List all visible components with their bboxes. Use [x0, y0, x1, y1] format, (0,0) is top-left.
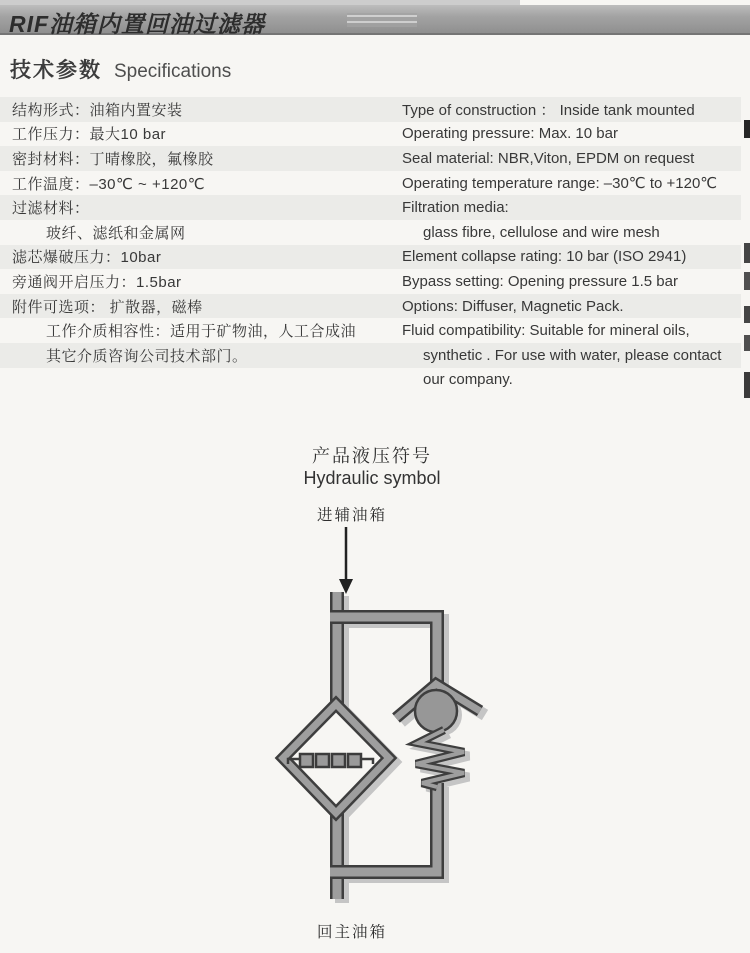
spec-zh: 结构形式：油箱内置安装 — [12, 101, 183, 119]
spec-en: Operating pressure: Max. 10 bar — [402, 125, 618, 143]
inlet-arrow-icon — [339, 527, 353, 594]
diagram-title-en: Hydraulic symbol — [303, 468, 441, 488]
spec-en: Type of construction ： Inside tank mounted — [402, 101, 695, 119]
spec-en: glass fibre, cellulose and wire mesh — [423, 223, 660, 241]
spec-en: Options: Diffuser, Magnetic Pack. — [402, 297, 624, 315]
spec-zh: 过滤材料： — [12, 200, 90, 218]
spec-en: Operating temperature range: –30℃ to +120℃ — [402, 175, 718, 193]
spec-en: Fluid compatibility: Suitable for mineral oils, — [402, 322, 690, 340]
spec-en: Seal material: NBR,Viton, EPDM on request — [402, 149, 695, 167]
spec-zh: 工作介质相容性：适用于矿物油，人工合成油 — [46, 323, 357, 341]
diagram-title-zh: 产品液压符号 — [312, 446, 432, 466]
spec-zh: 密封材料：丁晴橡胶，氟橡胶 — [12, 150, 214, 168]
spec-zh: 工作压力：最大10 bar — [12, 126, 167, 144]
spec-zh: 附件可选项： 扩散器，磁棒 — [12, 298, 203, 316]
spec-zh: 滤芯爆破压力：10bar — [12, 249, 162, 267]
spec-zh: 旁通阀开启压力：1.5bar — [12, 273, 182, 291]
spec-zh: 其它介质咨询公司技术部门。 — [46, 347, 248, 365]
spec-zh: 玻纤、滤纸和金属网 — [46, 224, 186, 242]
spec-zh: 工作温度：–30℃ ~ +120℃ — [12, 175, 206, 193]
valve-ball-icon — [415, 690, 457, 732]
spec-en: Element collapse rating: 10 bar (ISO 2941) — [402, 248, 687, 266]
section-heading-en: Specifications — [114, 61, 232, 82]
spec-en: Bypass setting: Opening pressure 1.5 bar — [402, 272, 678, 290]
page-title: RIF油箱内置回油过滤器 — [9, 11, 266, 37]
spec-en: Filtration media: — [402, 199, 509, 217]
spec-en: synthetic . For use with water, please contact — [423, 346, 722, 364]
inlet-port-label: 进辅油箱 — [316, 507, 387, 524]
spec-en: our company. — [423, 371, 513, 389]
section-heading-zh: 技术参数 — [10, 59, 102, 82]
outlet-port-label: 回主油箱 — [316, 924, 387, 941]
